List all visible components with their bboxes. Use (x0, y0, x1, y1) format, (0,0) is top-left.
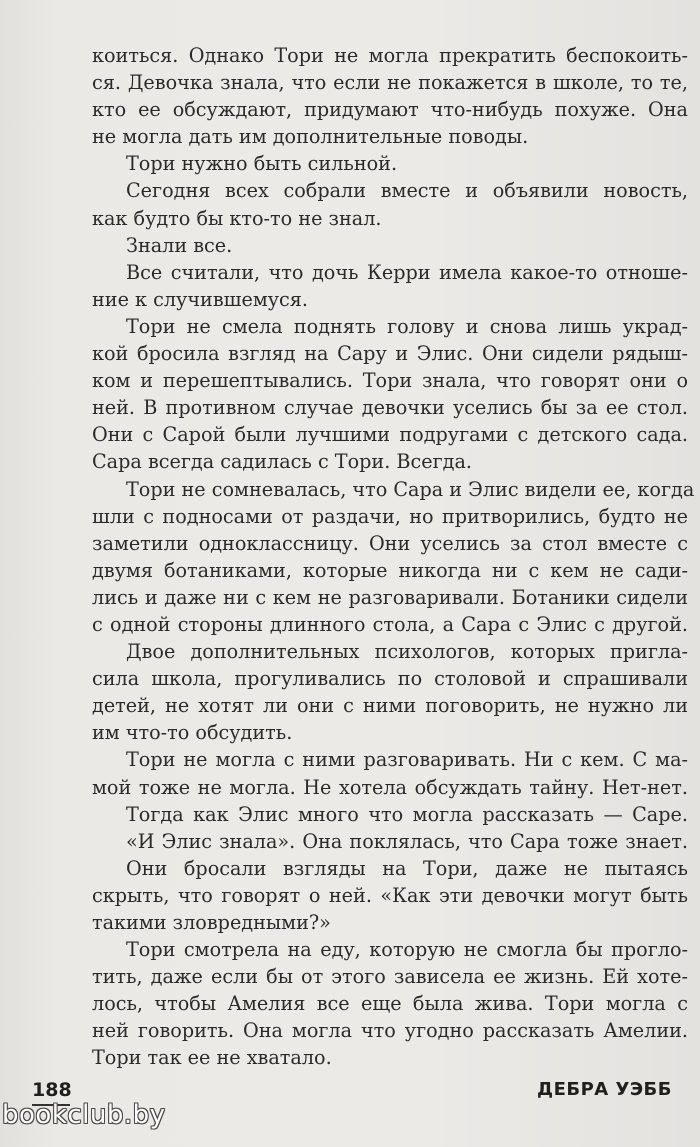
page-body-text (92, 42, 695, 1072)
text-line: Знали все. (126, 233, 233, 257)
text-line: Тори так ее не хватало. (92, 1046, 332, 1070)
text-line: двумя ботаниками, которые никогда ни с кем не сади- (92, 558, 688, 582)
text-line: Тори не сомневалась, что Сара и Элис видели ее, когда (126, 477, 695, 501)
page-number: 188 (32, 1079, 72, 1101)
text-line: Двое дополнительных психологов, которых пригла- (126, 640, 688, 664)
text-line: мой тоже не могла. Не хотела обсуждать тайну. Нет-нет. (92, 775, 688, 799)
text-line: заметили одноклассницу. Они уселись за стол вместе с (92, 531, 688, 555)
text-line: ком и перешептывались. Тори знала, что говорят они о (92, 369, 688, 393)
text-line: ние к случившемуся. (92, 287, 308, 311)
text-line: Тори не могла с ними разговаривать. Ни с кем. С ма- (126, 748, 688, 772)
text-line: Тори нужно быть сильной. (126, 152, 398, 176)
text-line: скрыть, что говорят о ней. «Как эти девочки могут быть (92, 883, 688, 907)
text-line: сила школа, прогуливались по столовой и спрашивали (92, 667, 688, 691)
text-line: Тори смотрела на еду, которую не смогла бы прогло- (126, 938, 688, 962)
text-line: шли с подносами от раздачи, но притворились, будто не (92, 504, 688, 528)
text-line: ся. Девочка знала, что если не покажется в школе, то те, (92, 71, 688, 95)
text-line: Тори не смела поднять голову и снова лишь украд- (126, 314, 688, 338)
text-line: лись и даже ни с кем не разговаривали. Ботаники сидели (92, 585, 688, 609)
text-line: коиться. Однако Тори не могла прекратить беспокоить- (92, 44, 688, 67)
running-author: ДЕБРА УЭББ (537, 1079, 672, 1100)
text-line: Сегодня всех собрали вместе и объявили новость, (126, 179, 688, 203)
text-line: им что-то обсудить. (92, 721, 293, 745)
text-line: Сара всегда садилась с Тори. Всегда. (92, 450, 473, 474)
text-line: «И Элис знала». Она поклялась, что Сара тоже знает. (126, 829, 688, 853)
text-line: лось, чтобы Амелия все еще была жива. Тори могла с (92, 992, 688, 1016)
text-line: тить, даже если бы от этого зависела ее жизнь. Ей хоте- (92, 965, 688, 989)
text-line: ней говорить. Она могла что угодно рассказать Амелии. (92, 1019, 688, 1043)
text-line: с одной стороны длинного стола, а Сара с Элис с другой. (92, 612, 688, 636)
text-line: Они с Сарой были лучшими подругами с детского сада. (92, 423, 688, 447)
text-line: кто ее обсуждают, придумают что-нибудь похуже. Она (92, 98, 688, 122)
text-line: не могла дать им дополнительные поводы. (92, 125, 529, 149)
text-line: Они бросали взгляды на Тори, даже не пытаясь (126, 856, 688, 880)
text-line: кой бросила взгляд на Сару и Элис. Они сидели рядыш- (92, 342, 688, 366)
text-line: такими зловредными?» (92, 911, 331, 934)
text-line: детей, не хотят ли они с ними поговорить, не нужно ли (92, 694, 688, 718)
site-watermark: bookclub.by (2, 1100, 166, 1130)
text-line: Все считали, что дочь Керри имела какое-то отноше- (126, 260, 688, 284)
text-line: ней. В противном случае девочки уселись бы за ее стол. (92, 396, 688, 420)
text-line: Тогда как Элис много что могла рассказать — Саре. (126, 802, 688, 826)
text-line: как будто бы кто-то не знал. (92, 206, 382, 230)
